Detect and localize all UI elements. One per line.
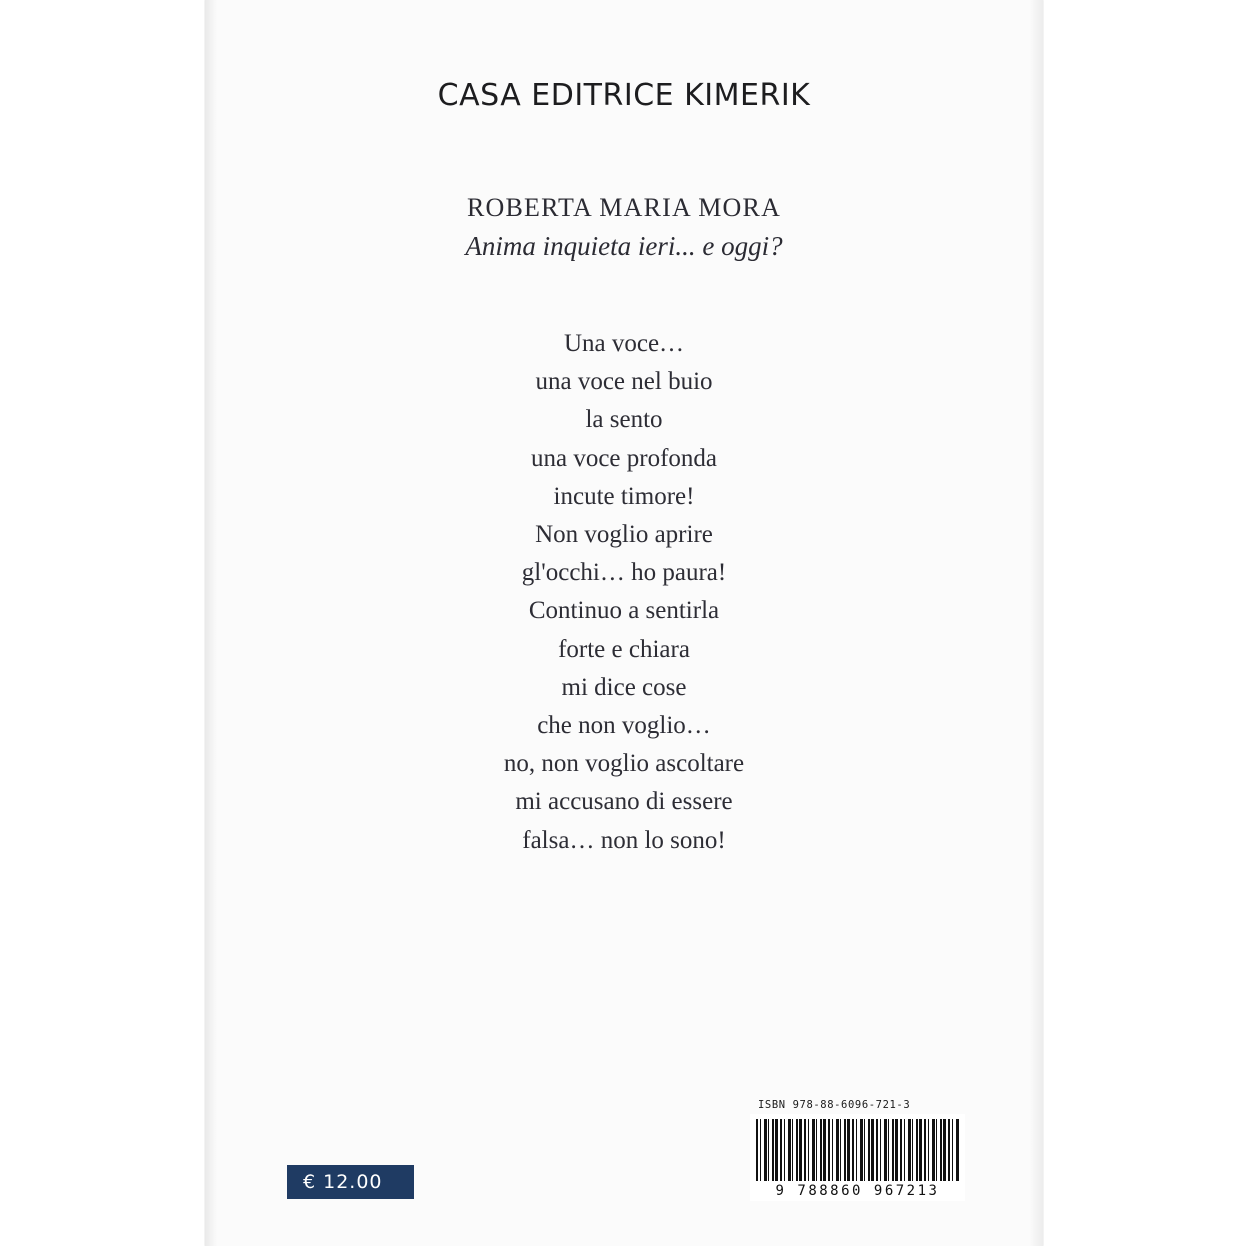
- poem-line: che non voglio…: [537, 712, 711, 740]
- poem-line: mi dice cose: [561, 673, 687, 701]
- poem-line: Una voce…: [563, 330, 685, 357]
- barcode-digits: 9 788860 967213: [775, 1183, 940, 1199]
- author-name: ROBERTA MARIA MORA: [466, 193, 782, 222]
- poem-line: Continuo a sentirla: [528, 597, 720, 625]
- barcode-area: [750, 1099, 965, 1201]
- poem-line: no, non voglio ascoltare: [503, 750, 745, 778]
- poem-line: forte e chiara: [558, 635, 690, 663]
- isbn-label: ISBN 978-88-6096-721-3: [758, 1099, 911, 1111]
- price-value: € 12.00: [303, 1171, 383, 1193]
- poem-line: falsa… non lo sono!: [522, 826, 726, 854]
- book-back-cover: [205, 0, 1043, 1246]
- author-title-block: [205, 193, 1043, 262]
- barcode-bars: [756, 1119, 959, 1181]
- poem-line: mi accusano di essere: [515, 788, 733, 816]
- price-tag: [287, 1165, 414, 1199]
- poem-line: una voce nel buio: [535, 368, 713, 396]
- poem-line: la sento: [585, 406, 663, 434]
- poem-text: [205, 325, 1043, 860]
- poem-line: una voce profonda: [530, 444, 718, 472]
- book-title: Anima inquieta ieri... e oggi?: [465, 231, 783, 261]
- poem-line: Non voglio aprire: [535, 521, 713, 549]
- poem-line: incute timore!: [553, 482, 695, 510]
- barcode: [750, 1114, 965, 1201]
- publisher-name: CASA EDITRICE KIMERIK: [437, 78, 811, 113]
- poem-line: gl'occhi… ho paura!: [521, 559, 727, 587]
